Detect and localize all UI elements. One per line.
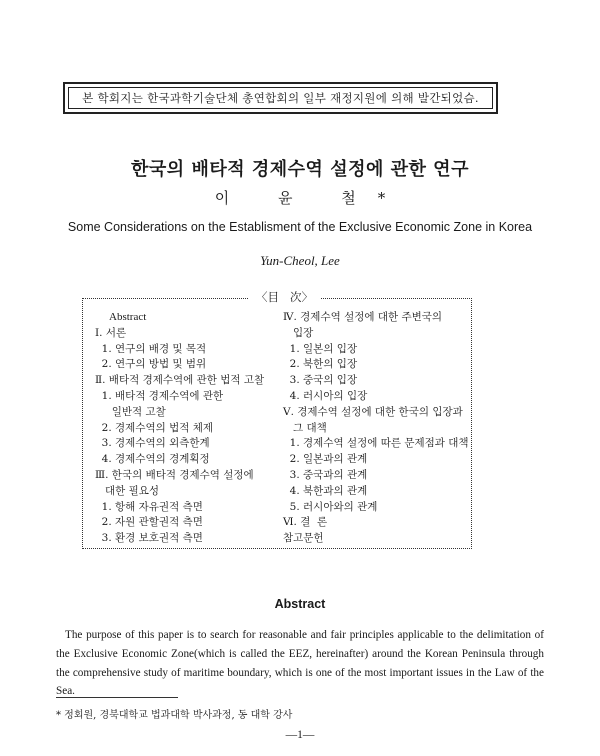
toc-item: 4. 북한과의 관계	[283, 484, 368, 497]
page-number: —1—	[285, 729, 315, 741]
toc-item: 4. 러시아의 입장	[283, 389, 368, 402]
toc-item: 3. 중국과의 관계	[283, 468, 368, 481]
toc-item: 1. 경제수역 설정에 따른 문제점과 대책	[283, 437, 469, 450]
author-name-english: Yun-Cheol, Lee	[260, 253, 340, 268]
toc-item: 3. 환경 보호권적 측면	[95, 532, 203, 545]
toc-item: 4. 경제수역의 경계획정	[95, 453, 210, 466]
toc-item: Ⅲ. 한국의 배타적 경제수역 설정에	[95, 468, 254, 481]
toc-left-column	[95, 310, 264, 547]
toc-item: Ⅱ. 배타적 경제수역에 관한 법적 고찰	[95, 374, 265, 387]
toc-item: 1. 배타적 경제수역에 관한	[95, 389, 224, 402]
funding-notice-text: 본 학회지는 한국과학기술단체 총연합회의 일부 재정지원에 의해 발간되었슴.	[82, 91, 479, 105]
toc-item: 일반적 고찰	[95, 405, 166, 418]
author-name-korean: 이 윤 철*	[214, 189, 408, 207]
toc-item: Ⅰ. 서론	[95, 326, 127, 339]
funding-notice-box	[63, 82, 498, 114]
footnote-divider	[56, 697, 178, 698]
toc-item: 2. 경제수역의 법적 체제	[95, 421, 213, 434]
toc-item: 3. 경제수역의 외측한계	[95, 437, 210, 450]
paper-title-english: Some Considerations on the Establisment of the Exclusive Economic Zone in Korea	[67, 220, 533, 234]
toc-item: 대한 필요성	[95, 484, 160, 497]
toc-item: Ⅴ. 경제수역 설정에 대한 한국의 입장과	[283, 405, 463, 418]
toc-item: 5. 러시아와의 관계	[283, 500, 378, 513]
toc-right-column	[283, 310, 469, 547]
toc-item: 그 대책	[283, 421, 327, 434]
abstract-heading: Abstract	[274, 597, 326, 611]
abstract-paragraph: The purpose of this paper is to search for reasonable and fair principles applicable to the delimitation of the Exclusive Economic Zone(which is called the EEZ, hereinafter) around the Korean Peninsula through the comprehensive study of maritime boundary, which is one of the most important issues in the Law of the Sea.	[56, 629, 544, 698]
toc-item: 1. 항해 자유권적 측면	[95, 500, 203, 513]
toc-item: Abstract	[109, 311, 147, 323]
toc-item: 참고문헌	[283, 532, 324, 545]
toc-item: Ⅵ. 결 론	[283, 516, 328, 529]
toc-item: 2. 북한의 입장	[283, 358, 358, 371]
toc-item: 2. 연구의 방법 및 범위	[95, 358, 207, 371]
toc-item: 1. 일본의 입장	[283, 342, 358, 355]
toc-item: Ⅳ. 경제수역 설정에 대한 주변국의	[283, 311, 443, 323]
toc-item: 3. 중국의 입장	[283, 374, 358, 387]
paper-title-korean: 한국의 배타적 경제수역 설정에 관한 연구	[131, 159, 469, 180]
toc-heading: 〈目 次〉	[248, 289, 321, 305]
toc-item: 2. 일본과의 관계	[283, 453, 368, 466]
toc-item: 1. 연구의 배경 및 목적	[95, 342, 207, 355]
author-footnote: * 정회원, 경북대학교 법과대학 박사과정, 동 대학 강사	[56, 710, 293, 721]
toc-item: 입장	[283, 326, 314, 339]
table-of-contents	[82, 290, 472, 549]
toc-item: 2. 자원 관할권적 측면	[95, 516, 203, 529]
